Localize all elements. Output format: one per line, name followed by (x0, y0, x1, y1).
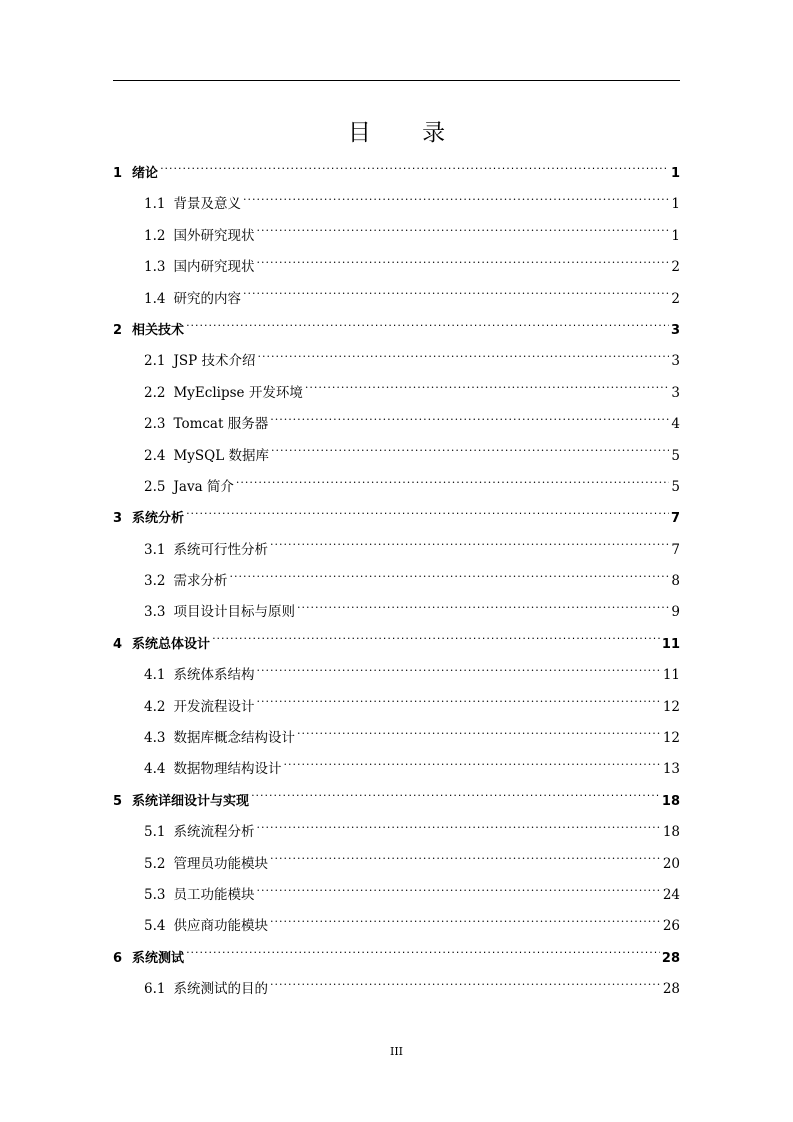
toc-entry-label: 需求分析 (173, 573, 228, 590)
toc-entry-number: 2.2 (144, 384, 166, 401)
toc-entry-label: 研究的内容 (173, 290, 241, 307)
toc-entry-page: 12 (662, 730, 680, 747)
toc-chapter[interactable] (113, 943, 680, 974)
toc-entry-page: 7 (670, 511, 680, 527)
toc-entry-page: 4 (671, 416, 680, 433)
toc-entry-number: 1.1 (144, 196, 166, 213)
toc-chapter[interactable] (113, 315, 680, 346)
toc-entry-number: 5.3 (144, 886, 166, 903)
toc-entry-label: 背景及意义 (173, 196, 241, 213)
toc-section[interactable] (113, 189, 680, 220)
toc-entry-label: 开发流程设计 (173, 698, 255, 715)
dot-leader (160, 163, 669, 177)
toc-entry-page: 11 (661, 636, 680, 652)
dot-leader (236, 477, 669, 491)
dot-leader (256, 697, 660, 711)
toc-entry-page: 20 (662, 855, 680, 872)
toc-entry-label: 系统体系结构 (173, 667, 255, 684)
toc-entry-number: 1 (113, 166, 123, 181)
toc-section[interactable] (113, 409, 680, 440)
toc-entry-label: JSP 技术介绍 (173, 353, 256, 370)
toc-entry-label: MySQL 数据库 (173, 447, 270, 464)
toc-entry-page: 5 (671, 447, 680, 464)
toc-section[interactable] (113, 692, 680, 723)
toc-section[interactable] (113, 974, 680, 1005)
toc-section[interactable] (113, 535, 680, 566)
toc-entry-page: 28 (662, 981, 680, 998)
dot-leader (283, 759, 660, 773)
toc-entry-label: 系统流程分析 (173, 824, 255, 841)
dot-leader (243, 194, 669, 208)
toc-section[interactable] (113, 346, 680, 377)
toc-entry-number: 1.4 (144, 290, 166, 307)
dot-leader (256, 822, 660, 836)
dot-leader (243, 289, 669, 303)
toc-entry-label: Java 简介 (173, 478, 234, 495)
toc-entry-label: 员工功能模块 (173, 886, 255, 903)
toc-entry-label: 系统测试的目的 (173, 981, 268, 998)
toc-entry-label: 系统详细设计与实现 (132, 793, 250, 809)
toc-entry-label: 项目设计目标与原则 (173, 604, 295, 621)
toc-entry-page: 7 (671, 541, 680, 558)
toc-section[interactable] (113, 754, 680, 785)
toc-chapter[interactable] (113, 503, 680, 534)
toc-entry-page: 11 (662, 667, 680, 684)
toc-section[interactable] (113, 284, 680, 315)
header-rule (113, 80, 680, 81)
dot-leader (186, 948, 660, 962)
dot-leader (258, 351, 670, 365)
dot-leader (186, 508, 669, 522)
toc-section[interactable] (113, 660, 680, 691)
toc-entry-label: 绪论 (132, 166, 159, 181)
toc-entry-label: 国内研究现状 (173, 259, 255, 276)
dot-leader (297, 728, 661, 742)
toc-entry-label: 数据物理结构设计 (173, 761, 282, 778)
toc-section[interactable] (113, 566, 680, 597)
toc-entry-number: 6 (113, 950, 123, 966)
toc-chapter[interactable] (113, 629, 680, 660)
toc-entry-number: 4 (113, 636, 123, 652)
toc-entry-number: 5.2 (144, 855, 166, 872)
toc-entry-page: 12 (662, 698, 680, 715)
toc-section[interactable] (113, 880, 680, 911)
toc-entry-page: 24 (662, 886, 680, 903)
toc-entry-page: 13 (662, 761, 680, 778)
toc-entry-number: 3.3 (144, 604, 166, 621)
dot-leader (271, 446, 669, 460)
toc-entry-label: Tomcat 服务器 (173, 416, 269, 433)
dot-leader (270, 540, 669, 554)
toc-entry-label: 管理员功能模块 (173, 855, 268, 872)
toc-entry-page: 28 (661, 950, 680, 966)
toc-entry-number: 1.3 (144, 259, 166, 276)
dot-leader (186, 320, 669, 334)
toc-section[interactable] (113, 378, 680, 409)
toc-entry-number: 2.4 (144, 447, 166, 464)
toc-entry-label: 系统总体设计 (132, 636, 211, 652)
toc-entry-page: 1 (671, 227, 680, 244)
toc-entry-number: 4.3 (144, 730, 166, 747)
toc-entry-label: 数据库概念结构设计 (173, 730, 295, 747)
toc-section[interactable] (113, 817, 680, 848)
toc-entry-number: 2.5 (144, 478, 166, 495)
toc-entry-number: 2.1 (144, 353, 166, 370)
toc-entry-number: 5.4 (144, 918, 166, 935)
toc-entry-page: 2 (671, 290, 680, 307)
toc-section[interactable] (113, 441, 680, 472)
dot-leader (270, 414, 669, 428)
toc-entry-number: 2.3 (144, 416, 166, 433)
toc-entry-number: 1.2 (144, 227, 166, 244)
toc-entry-number: 5 (113, 793, 123, 809)
toc-entry-number: 4.2 (144, 698, 166, 715)
toc-entry-number: 3.1 (144, 541, 166, 558)
toc-entry-page: 2 (671, 259, 680, 276)
toc-entry-page: 1 (670, 166, 680, 181)
toc-entry-number: 3 (113, 511, 123, 527)
toc-section[interactable] (113, 252, 680, 283)
toc-entry-page: 1 (671, 196, 680, 213)
toc-entry-label: MyEclipse 开发环境 (173, 384, 303, 401)
toc-entry-page: 26 (662, 918, 680, 935)
page-title: 目 录 (347, 120, 468, 146)
toc-entry-label: 供应商功能模块 (173, 918, 268, 935)
dot-leader (256, 257, 669, 271)
toc-entry-page: 3 (670, 322, 680, 338)
toc-chapter[interactable] (113, 786, 680, 817)
toc-entry-page: 9 (671, 604, 680, 621)
toc-section[interactable] (113, 723, 680, 754)
toc-section[interactable] (113, 849, 680, 880)
dot-leader (212, 634, 660, 648)
dot-leader (297, 602, 669, 616)
toc-chapter[interactable] (113, 158, 680, 189)
toc-entry-label: 相关技术 (132, 322, 185, 338)
toc-entry-number: 4.1 (144, 667, 166, 684)
toc-entry-page: 3 (671, 353, 680, 370)
dot-leader (305, 383, 670, 397)
dot-leader (256, 226, 669, 240)
toc-entry-page: 5 (671, 478, 680, 495)
dot-leader (270, 916, 661, 930)
toc-section[interactable] (113, 472, 680, 503)
toc-entry-label: 国外研究现状 (173, 227, 255, 244)
dot-leader (270, 979, 661, 993)
dot-leader (256, 885, 660, 899)
toc-entry-page: 8 (671, 573, 680, 590)
toc-entry-number: 6.1 (144, 981, 166, 998)
toc-entry-number: 2 (113, 322, 123, 338)
toc-section[interactable] (113, 597, 680, 628)
toc-entry-label: 系统测试 (132, 950, 185, 966)
toc-section[interactable] (113, 221, 680, 252)
dot-leader (251, 791, 660, 805)
dot-leader (256, 665, 660, 679)
toc-entry-label: 系统可行性分析 (173, 541, 268, 558)
toc-entry-number: 3.2 (144, 573, 166, 590)
toc-entry-page: 3 (671, 384, 680, 401)
page-number: III (389, 1045, 404, 1058)
toc-entry-number: 4.4 (144, 761, 166, 778)
table-of-contents (113, 158, 680, 1006)
toc-entry-page: 18 (661, 793, 680, 809)
toc-entry-number: 5.1 (144, 824, 166, 841)
dot-leader (270, 854, 661, 868)
toc-section[interactable] (113, 911, 680, 942)
toc-entry-page: 18 (662, 824, 680, 841)
dot-leader (229, 571, 669, 585)
toc-entry-label: 系统分析 (132, 511, 185, 527)
